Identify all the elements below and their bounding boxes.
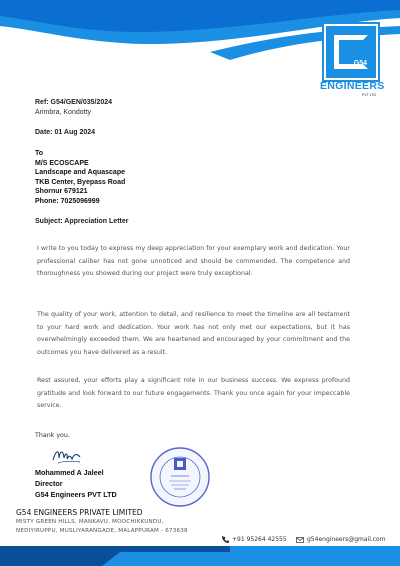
footer-address-line: NEDIYIRUPPU, MUSLIYARANGADE, MALAPPURAM - 673638 [16,528,188,534]
logo-mark-text: G54 [353,60,367,67]
footer-address-line: MISTY GREEN HILLS, MANKAVU, MOOCHIKKUNDU, [16,519,164,525]
letter-subject: Subject: Appreciation Letter [35,218,129,225]
closing-text: Thank you. [35,432,70,439]
signatory-title: Director [35,479,63,488]
footer-email [296,536,386,543]
signature-mark [50,446,84,466]
recipient-line: TKB Center, Byepass Road [35,178,126,186]
signatory-company: G54 Engineers PVT LTD [35,490,117,499]
logo-suffix: PVT LTD [361,93,376,97]
footer-bar-accent [0,552,120,566]
recipient-line: Phone: 7025096999 [35,197,100,205]
footer-phone [222,536,287,543]
body-paragraph: I write to you today to express my deep appreciation for your exemplary work and dedication. Your professional caliber has not gone unnoticed and should be commended. The competence and thoroughness you showed during our project were truly exceptional. [37,245,350,278]
recipient-line: Landscape and Aquascape [35,169,125,176]
email-address: g54engineers@gmail.com [307,536,386,543]
phone-icon [222,536,229,543]
body-paragraph: Rest assured, your efforts play a significant role in our business success. We express profound gratitude and look forward to our future engagements. Thank you once again for your impeccable service. [37,377,350,410]
to-label: To [35,150,44,157]
email-icon [296,537,304,543]
signatory-name: Mohammed A Jaleel [35,468,104,477]
signatory-block [35,467,117,500]
body-paragraph: The quality of your work, attention to detail, and resilience to meet the timeline are all testament to your hard work and dedication. Your work has not only met our expectations, but it has overwhelmingly exceeded them. We are heartened and encouraged by your commitment and the outcomes you have delivered as a result. [37,311,350,356]
from-place: Arimbra, Kondotty [35,109,92,116]
company-seal [149,446,211,508]
recipient-line: Shornur 679121 [35,188,88,195]
phone-number: +91 95264 42555 [232,536,287,543]
recipient-block [35,149,125,206]
reference-number: Ref: G54/GEN/035/2024 [35,99,113,106]
company-logo [320,24,385,102]
logo-mark [324,24,378,80]
recipient-line: M/S ECOSCAPE [35,159,89,167]
letter-date: Date: 01 Aug 2024 [35,129,96,136]
logo-name: ENGINEERS [320,80,385,92]
footer-company: G54 ENGINEERS PRIVATE LIMITED [16,508,143,517]
